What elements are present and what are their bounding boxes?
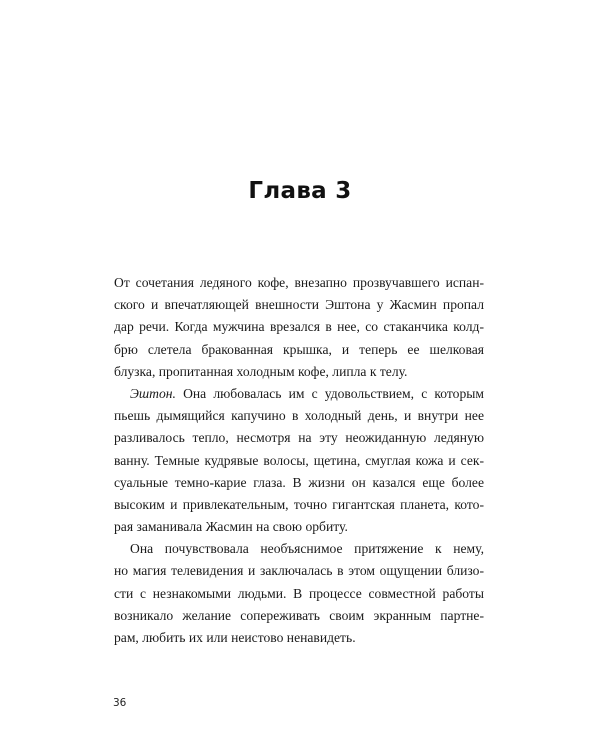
text-line: разливалось тепло, несмотря на эту неожиданную ледяную <box>114 430 484 446</box>
text-line: блузка, пропитанная холодным кофе, липла к телу. <box>114 363 408 379</box>
paragraph-2 <box>114 383 484 538</box>
paragraph-1 <box>114 272 484 383</box>
text-line: ского и впечатляющей внешности Эштона у Жасмин пропал <box>114 297 484 313</box>
text-line: но магия телевидения и заключалась в этом ощущении близо- <box>114 563 484 579</box>
text-line: рам, любить их или неистово ненавидеть. <box>114 630 356 645</box>
text-line: суальные темно-карие глаза. В жизни он казался еще более <box>114 474 484 490</box>
text-line: возникало желание сопереживать своим экранным партне- <box>114 607 484 623</box>
text-line: Она почувствовала необъяснимое притяжение к нему, <box>130 541 484 557</box>
text-line: брю слетела бракованная крышка, и теперь ее шелковая <box>114 341 484 357</box>
italic-name: Эштон. <box>130 385 176 401</box>
text-line: пьешь дымящийся капучино в холодный день, и внутри нее <box>114 408 484 424</box>
chapter-title: Глава 3 <box>248 178 352 204</box>
text-line: высоким и привлекательным, точно гигантская планета, кото- <box>114 496 484 512</box>
page-number: 36 <box>113 697 127 709</box>
text-line: рая заманивала Жасмин на свою орбиту. <box>114 519 348 535</box>
text-line <box>114 383 484 405</box>
text-line: дар речи. Когда мужчина врезался в нее, со стаканчика колд- <box>114 319 484 335</box>
text-line: ванну. Темные кудрявые волосы, щетина, смуглая кожа и сек- <box>114 452 484 468</box>
text-line: От сочетания ледяного кофе, внезапно прозвучавшего испан- <box>114 275 484 290</box>
text-line: сти с незнакомыми людьми. В процессе совместной работы <box>114 585 484 601</box>
chapter-body <box>114 272 484 649</box>
paragraph-3 <box>114 538 484 649</box>
text-fragment: Она любовалась им с удовольствием, с которым <box>175 385 484 401</box>
